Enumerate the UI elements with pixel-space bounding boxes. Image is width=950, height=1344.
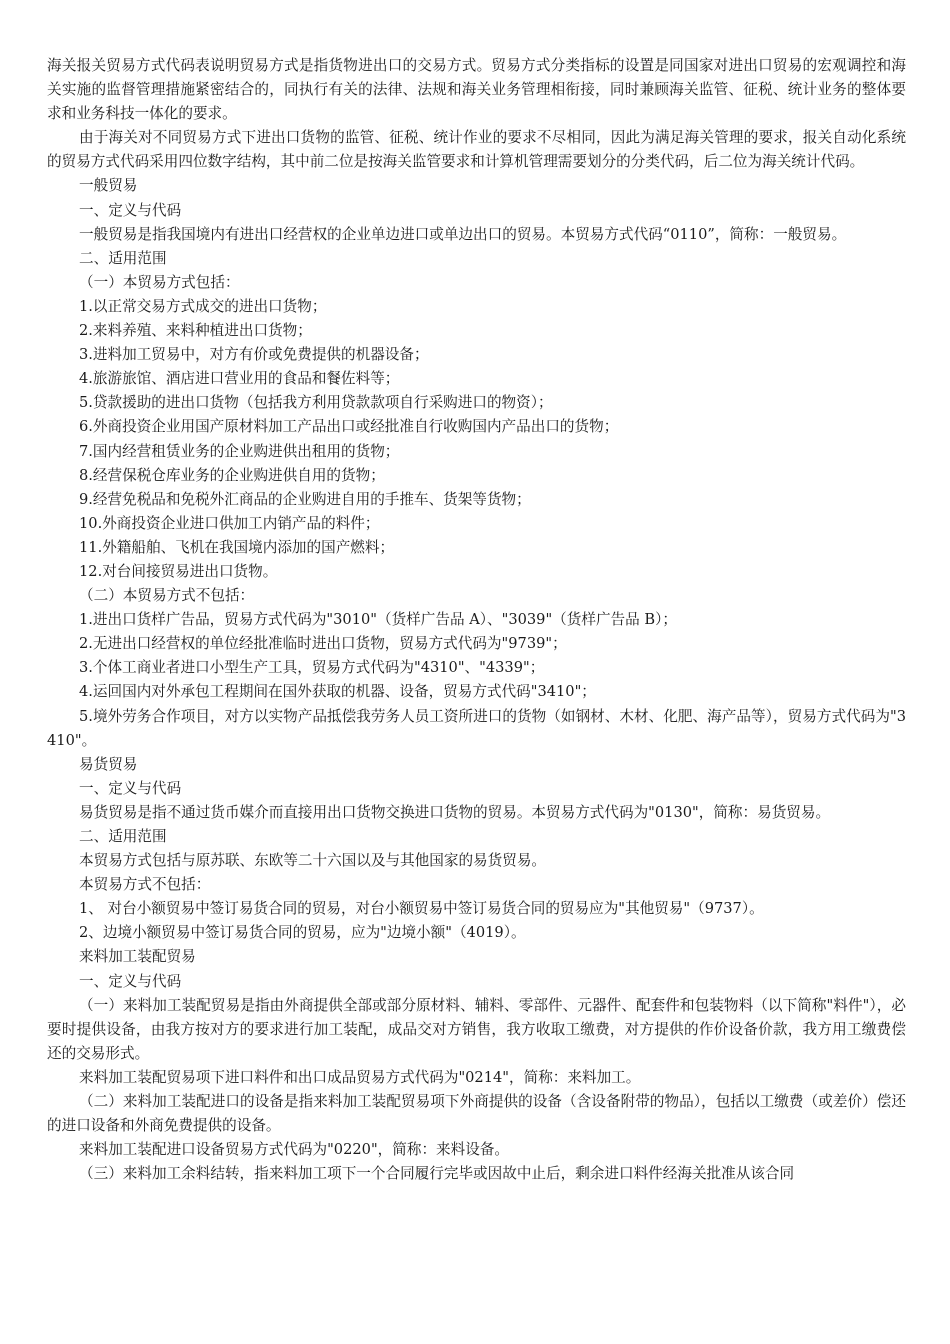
list-item: 5.境外劳务合作项目，对方以实物产品抵偿我劳务人员工资所进口的货物（如钢材、木材、化肥、海产品等），贸易方式代码为"3410"。: [47, 707, 906, 749]
processing-definition-3: （三）来料加工余料结转，指来料加工项下一个合同履行完毕或因故中止后，剩余进口料件经海关批准从该合同: [79, 1165, 795, 1183]
list-item: 2、边境小额贸易中签订易货合同的贸易，应为"边境小额"（4019）。: [79, 924, 526, 942]
barter-scope-included: 本贸易方式包括与原苏联、东欧等二十六国以及与其他国家的易货贸易。: [79, 852, 547, 870]
subheading-scope: 二、适用范围: [79, 828, 167, 845]
processing-code-0220: 来料加工装配进口设备贸易方式代码为"0220"，简称：来料设备。: [79, 1141, 510, 1159]
list-item: 9.经营免税品和免税外汇商品的企业购进自用的手推车、货架等货物；: [79, 490, 531, 508]
section-heading-general-trade: 一般贸易: [79, 177, 138, 195]
list-item: 1.进出口货样广告品，贸易方式代码为"3010"（货样广告品 A）、"3039"（货样广告品 B）；: [79, 611, 677, 629]
list-item: 2.来料养殖、来料种植进出口货物；: [79, 322, 312, 340]
list-item: 4.运回国内对外承包工程期间在国外获取的机器、设备，贸易方式代码"3410"；: [79, 683, 596, 701]
processing-definition-2: （二）来料加工装配进口的设备是指来料加工装配贸易项下外商提供的设备（含设备附带的物品），包括以工缴费（或差价）偿还的进口设备和外商免费提供的设备。: [47, 1093, 906, 1135]
list-item: 11.外籍船舶、飞机在我国境内添加的国产燃料；: [79, 538, 395, 556]
barter-scope-excluded-heading: 本贸易方式不包括：: [79, 876, 211, 894]
subheading-scope: 二、适用范围: [79, 249, 167, 267]
section-heading-barter-trade: 易货贸易: [79, 755, 138, 773]
section-heading-processing-trade: 来料加工装配贸易: [79, 948, 196, 966]
list-item: 2.无进出口经营权的单位经批准临时进出口货物，贸易方式代码为"9739"；: [79, 635, 567, 653]
list-item: 3.个体工商业者进口小型生产工具，贸易方式代码为"4310"、"4339"；: [79, 659, 545, 677]
list-item: 8.经营保税仓库业务的企业购进供自用的货物；: [79, 466, 385, 484]
excluded-heading: （二）本贸易方式不包括：: [79, 587, 255, 605]
subheading-definition-code: 一、定义与代码: [79, 201, 182, 219]
code-structure-paragraph: 由于海关对不同贸易方式下进出口货物的监管、征税、统计作业的要求不尽相同，因此为满足海关管理的要求，报关自动化系统的贸易方式代码采用四位数字结构，其中前二位是按海关监管要求和计算机管理需要划分的分类代码，后二位为海关统计代码。: [47, 129, 906, 171]
processing-code-0214: 来料加工装配贸易项下进口料件和出口成品贸易方式代码为"0214"，简称：来料加工。: [79, 1068, 641, 1086]
list-item: 12.对台间接贸易进出口货物。: [79, 562, 278, 580]
barter-trade-definition: 易货贸易是指不通过货币媒介而直接用出口货物交换进口货物的贸易。本贸易方式代码为"0130"，简称：易货贸易。: [79, 803, 831, 821]
subheading-definition-code: 一、定义与代码: [79, 972, 182, 990]
list-item: 1、 对台小额贸易中签订易货合同的贸易，对台小额贸易中签订易货合同的贸易应为"其他贸易"（9737）。: [79, 900, 764, 918]
list-item: 3.进料加工贸易中，对方有价或免费提供的机器设备；: [79, 346, 429, 364]
list-item: 6.外商投资企业用国产原材料加工产品出口或经批准自行收购国内产品出口的货物；: [79, 418, 619, 436]
list-item: 10.外商投资企业进口供加工内销产品的料件；: [79, 514, 380, 532]
list-item: 4.旅游旅馆、酒店进口营业用的食品和餐佐料等；: [79, 370, 400, 388]
processing-definition-1: （一）来料加工装配贸易是指由外商提供全部或部分原材料、辅料、零部件、元器件、配套件和包装物料（以下简称"料件"），必要时提供设备，由我方按对方的要求进行加工装配，成品交对方销售，我方收取工缴费，对方提供的作价设备价款，我方用工缴费偿还的交易形式。: [47, 996, 906, 1062]
included-heading: （一）本贸易方式包括：: [79, 273, 240, 291]
list-item: 5.贷款援助的进出口货物（包括我方利用贷款款项自行采购进口的物资）；: [79, 394, 553, 412]
list-item: 7.国内经营租赁业务的企业购进供出租用的货物；: [79, 442, 400, 460]
general-trade-definition: 一般贸易是指我国境内有进出口经营权的企业单边进口或单边出口的贸易。本贸易方式代码“0110”，简称：一般贸易。: [79, 225, 847, 243]
subheading-definition-code: 一、定义与代码: [79, 779, 182, 797]
intro-paragraph: 海关报关贸易方式代码表说明贸易方式是指货物进出口的交易方式。贸易方式分类指标的设置是同国家对进出口贸易的宏观调控和海关实施的监督管理措施紧密结合的，同执行有关的法律、法规和海关业务管理相衔接，同时兼顾海关监管、征税、统计业务的整体要求和业务科技一体化的要求。: [47, 57, 906, 123]
list-item: 1.以正常交易方式成交的进出口货物；: [79, 297, 327, 315]
